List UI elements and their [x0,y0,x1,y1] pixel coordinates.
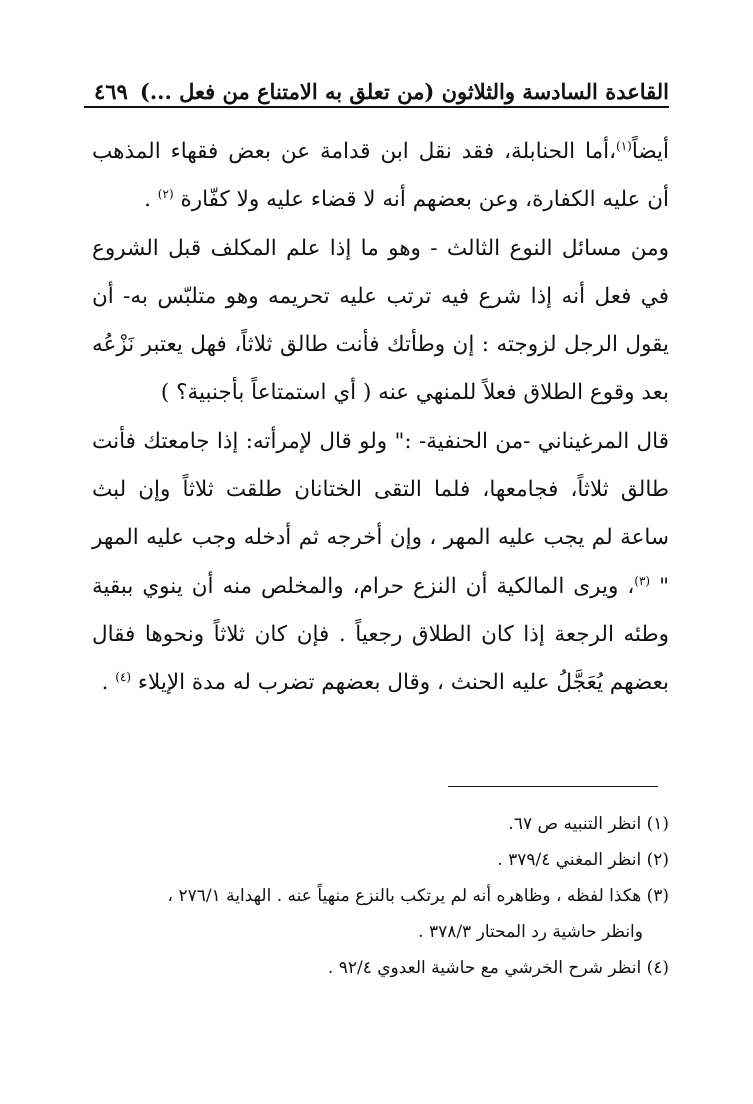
footnotes [86,806,669,986]
paragraph-3 [92,418,669,708]
paragraph-3-start: قال المرغيناني -من الحنفية- :" ولو قال لإمرأته: إذا جامعتك فأنت طالق ثلاثاً، فجامعها، فلما التقى الختانان طلقت ثلاثاً وإن لبث ساعة لم يجب عليه المهر ، وإن أخرجه ثم أدخله وجب عليه المهر " [92,428,669,599]
footnote-3: (٣) هكذا لفظه ، وظاهره أنه لم يرتكب بالنزع منهياً عنه . الهداية ٢٧٦/١ ، [167,886,669,906]
page-header [94,62,669,102]
footnote-4: (٤) انظر شرح الخرشي مع حاشية العدوي ٩٢/٤ . [327,958,669,978]
footnote-1: (١) انظر التنبيه ص ٦٧. [508,814,669,834]
page-number: ٤٦٩ [94,79,128,104]
footnote-ref-1: (١) [616,138,632,153]
paragraph-2: ومن مسائل النوع الثالث - وهو ما إذا علم المكلف قبل الشروع في فعل أنه إذا شرع فيه ترتب عليه تحريمه وهو متلبّس به- أن يقول الرجل لزوجته : إن وطأتك فأنت طالق ثلاثاً، فهل يعتبر نَزْعُه بعد وقوع الطلاق فعلاً للمنهي عنه ( أي استمتاعاً بأجنبية؟ ) [92,235,669,406]
footnote-2: (٢) انظر المغني ٣٧٩/٤ . [497,850,669,870]
footnote-ref-3: (٣) [634,573,651,588]
paragraph-1-body: ،أما الحنابلة، فقد نقل ابن قدامة عن بعض فقهاء المذهب أن عليه الكفارة، وعن بعضهم أنه لا قضاء عليه ولا كفّارة [92,139,669,213]
paragraph-1-start: أيضاً [631,139,669,164]
paragraph-3-body: ، ويرى المالكية أن النزع حرام، والمخلص منه أن ينوي ببقية وطئه الرجعة إذا كان الطلاق رجعياً . فإن كان ثلاثاً ونحوها فقال بعضهم يُعَجَّلُ عليه الحنث ، وقال بعضهم تضرب له مدة الإيلاء [92,573,669,696]
paragraph-1-end: . [144,187,158,213]
header-rule [84,106,669,108]
running-title: القاعدة السادسة والثلاثون (من تعلق به الامتناع من فعل ...) [139,79,669,104]
footnote-3-continuation: وانظر حاشية رد المحتار ٣٧٨/٣ . [418,922,643,942]
footnote-rule [448,786,658,787]
paragraph-3-end: . [101,670,116,696]
footnote-ref-4: (٤) [115,670,132,685]
body-text [92,128,669,708]
paragraph-1 [92,128,669,225]
footnote-ref-2: (٢) [157,187,174,202]
